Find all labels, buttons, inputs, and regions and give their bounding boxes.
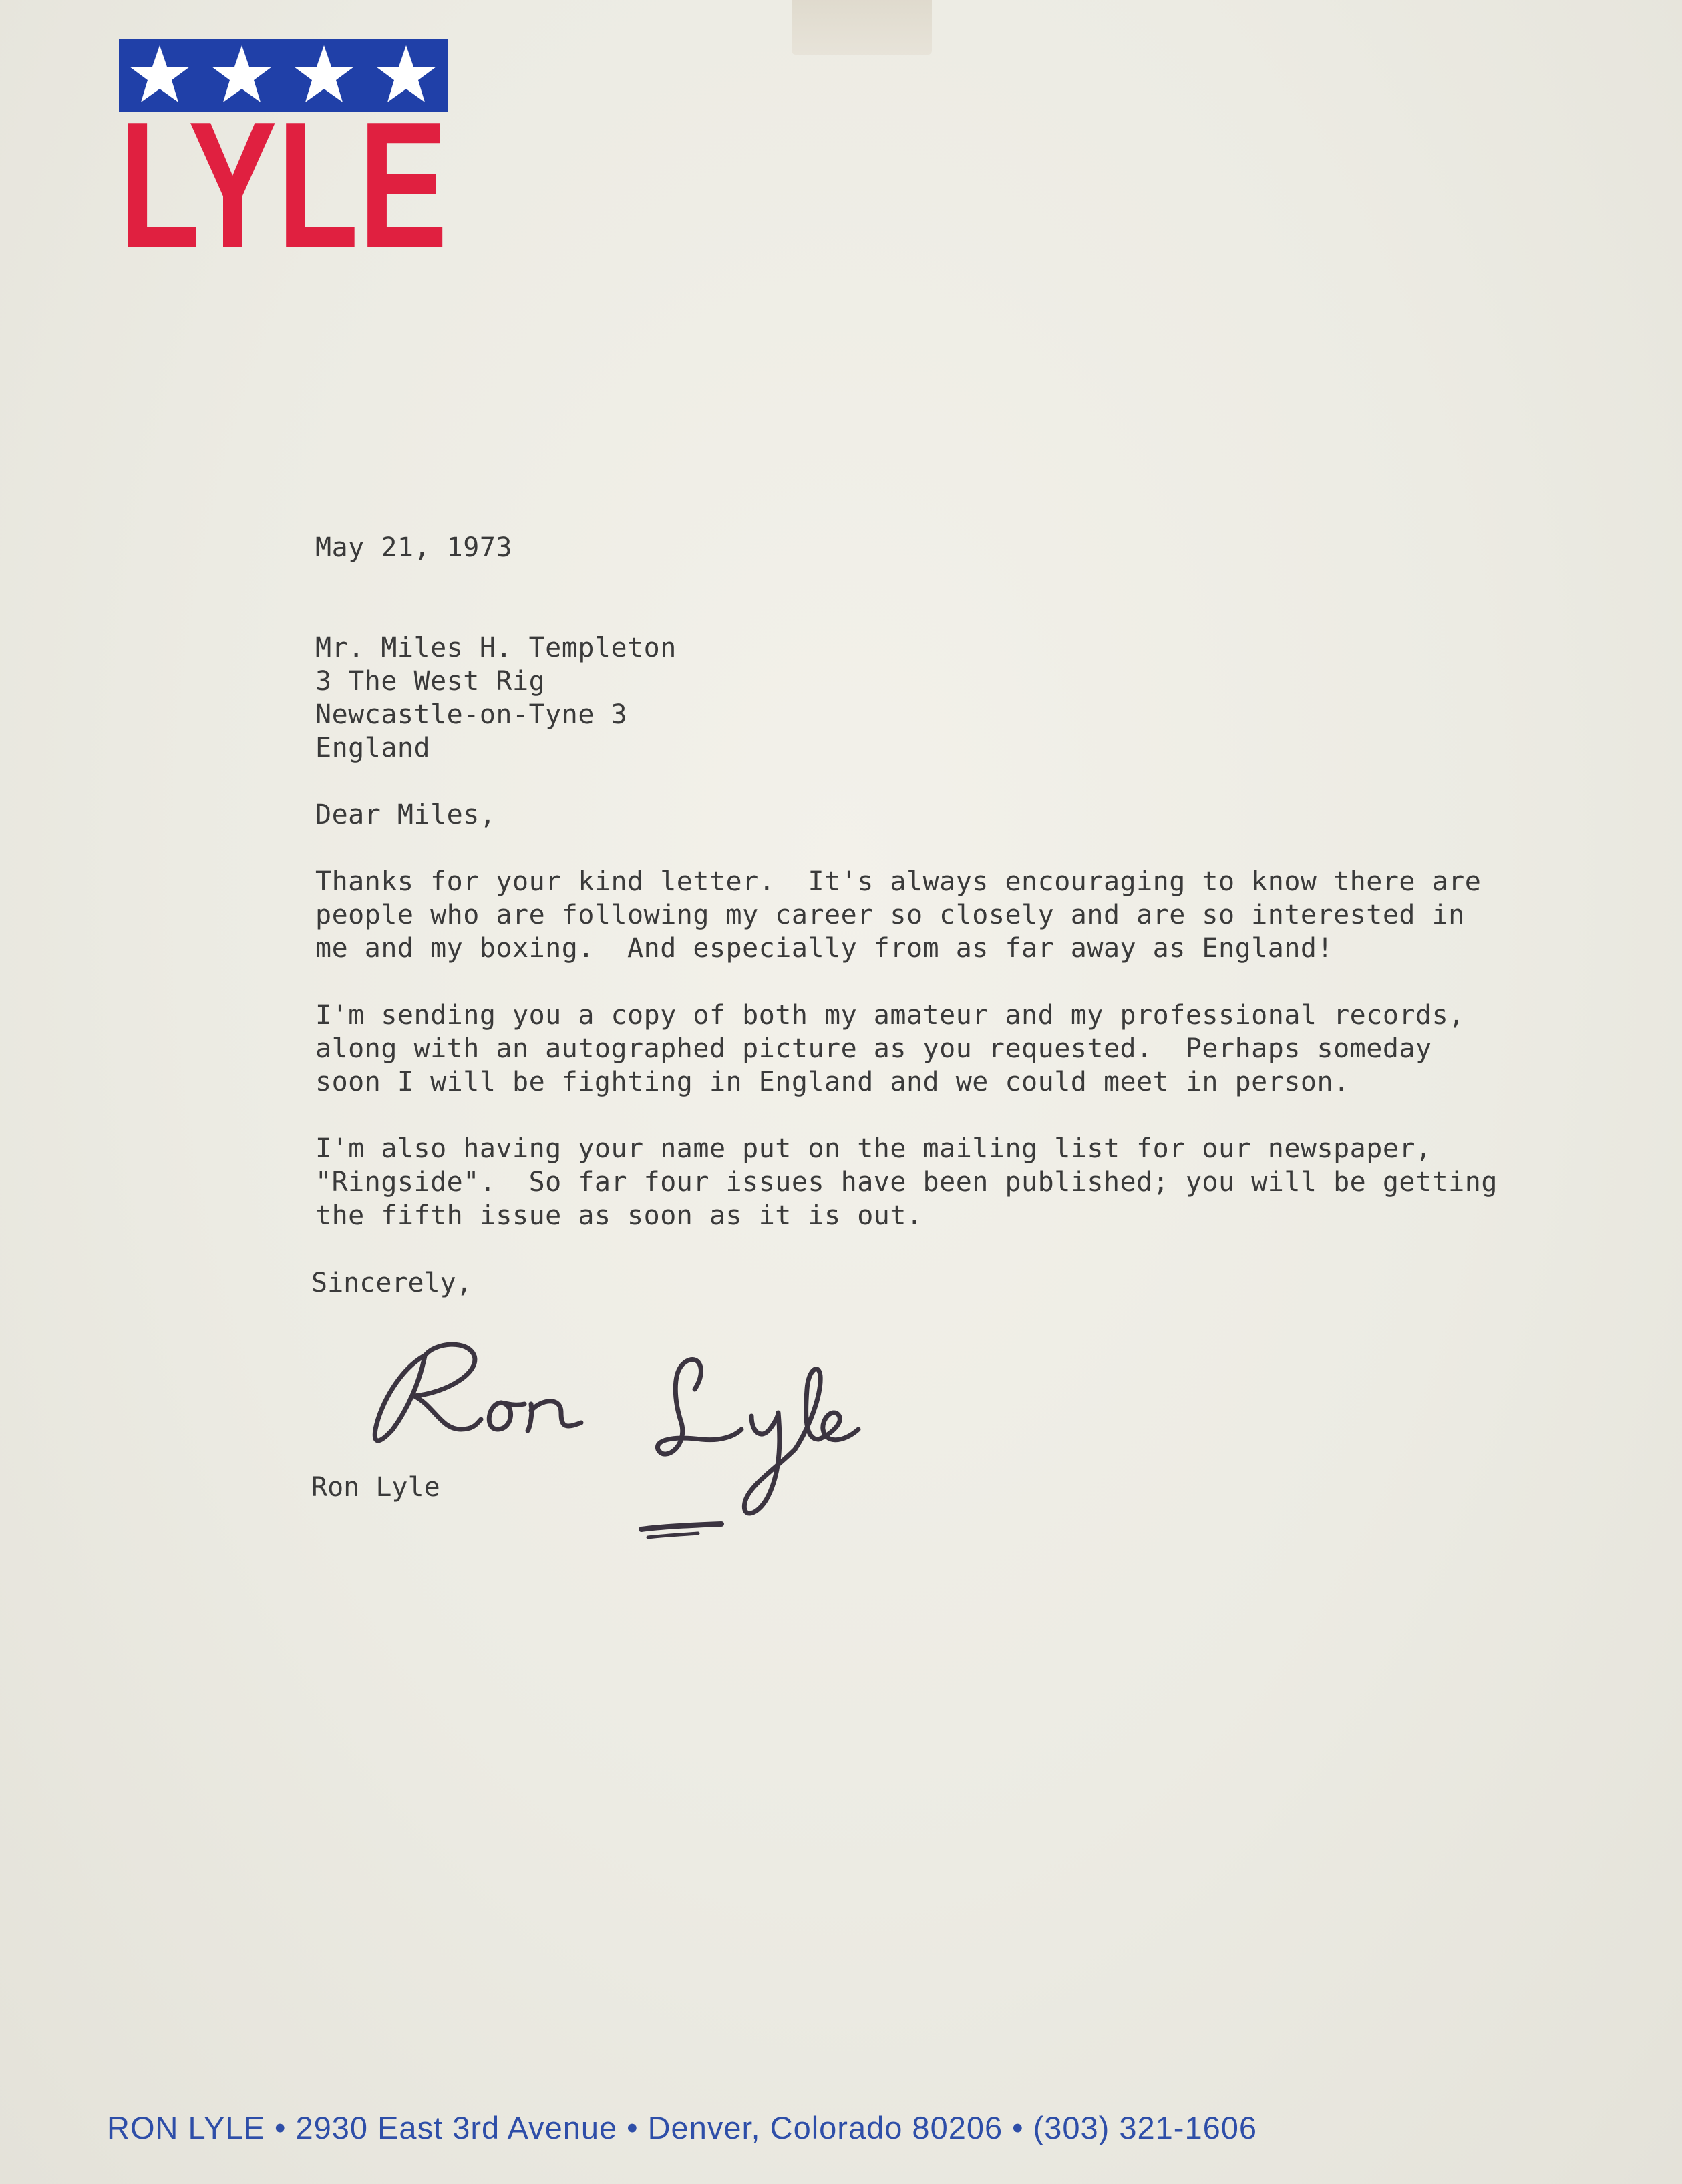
address-line: Newcastle-on-Tyne 3 (315, 699, 628, 730)
address-line: England (315, 733, 431, 763)
footer-separator: • (275, 2110, 287, 2145)
footer-name: RON LYLE (107, 2110, 265, 2145)
signer-name: Ron Lyle (311, 1472, 440, 1503)
recipient-address (315, 631, 1584, 765)
paragraph-line: I'm sending you a copy of both my amateur and my professional records, (315, 1000, 1465, 1031)
paragraph-line: the fifth issue as soon as it is out. (315, 1200, 923, 1231)
paragraph-line: along with an autographed picture as you requested. Perhaps someday (315, 1033, 1432, 1064)
paragraph (315, 1132, 1584, 1232)
logo-text: LYLE (119, 85, 448, 286)
paragraph-line: soon I will be fighting in England and we could meet in person. (315, 1067, 1350, 1097)
paragraph-line: "Ringside". So far four issues have been published; you will be getting (315, 1167, 1498, 1198)
paragraph-line: me and my boxing. And especially from as far away as England! (315, 933, 1334, 964)
closing: Sincerely, (311, 1268, 472, 1298)
footer-phone: (303) 321-1606 (1033, 2110, 1258, 2145)
paragraph-line: Thanks for your kind letter. It's always encouraging to know there are (315, 866, 1482, 897)
handwritten-signature (361, 1329, 962, 1570)
paragraph-line: I'm also having your name put on the mailing list for our newspaper, (315, 1133, 1432, 1164)
footer-address: 2930 East 3rd Avenue (295, 2110, 618, 2145)
salutation: Dear Miles, (315, 799, 496, 830)
letter-body (315, 531, 1584, 1266)
paragraph (315, 865, 1584, 965)
footer-city: Denver, Colorado 80206 (647, 2110, 1003, 2145)
address-line: 3 The West Rig (315, 666, 546, 697)
letterhead-footer (107, 2109, 1576, 2146)
tape-mark (792, 0, 932, 55)
address-line: Mr. Miles H. Templeton (315, 632, 677, 663)
lyle-logo (119, 39, 448, 286)
footer-separator: • (1012, 2110, 1024, 2145)
letter-date: May 21, 1973 (315, 532, 512, 563)
footer-separator: • (627, 2110, 639, 2145)
paragraph-line: people who are following my career so closely and are so interested in (315, 900, 1465, 930)
paragraph (315, 998, 1584, 1099)
